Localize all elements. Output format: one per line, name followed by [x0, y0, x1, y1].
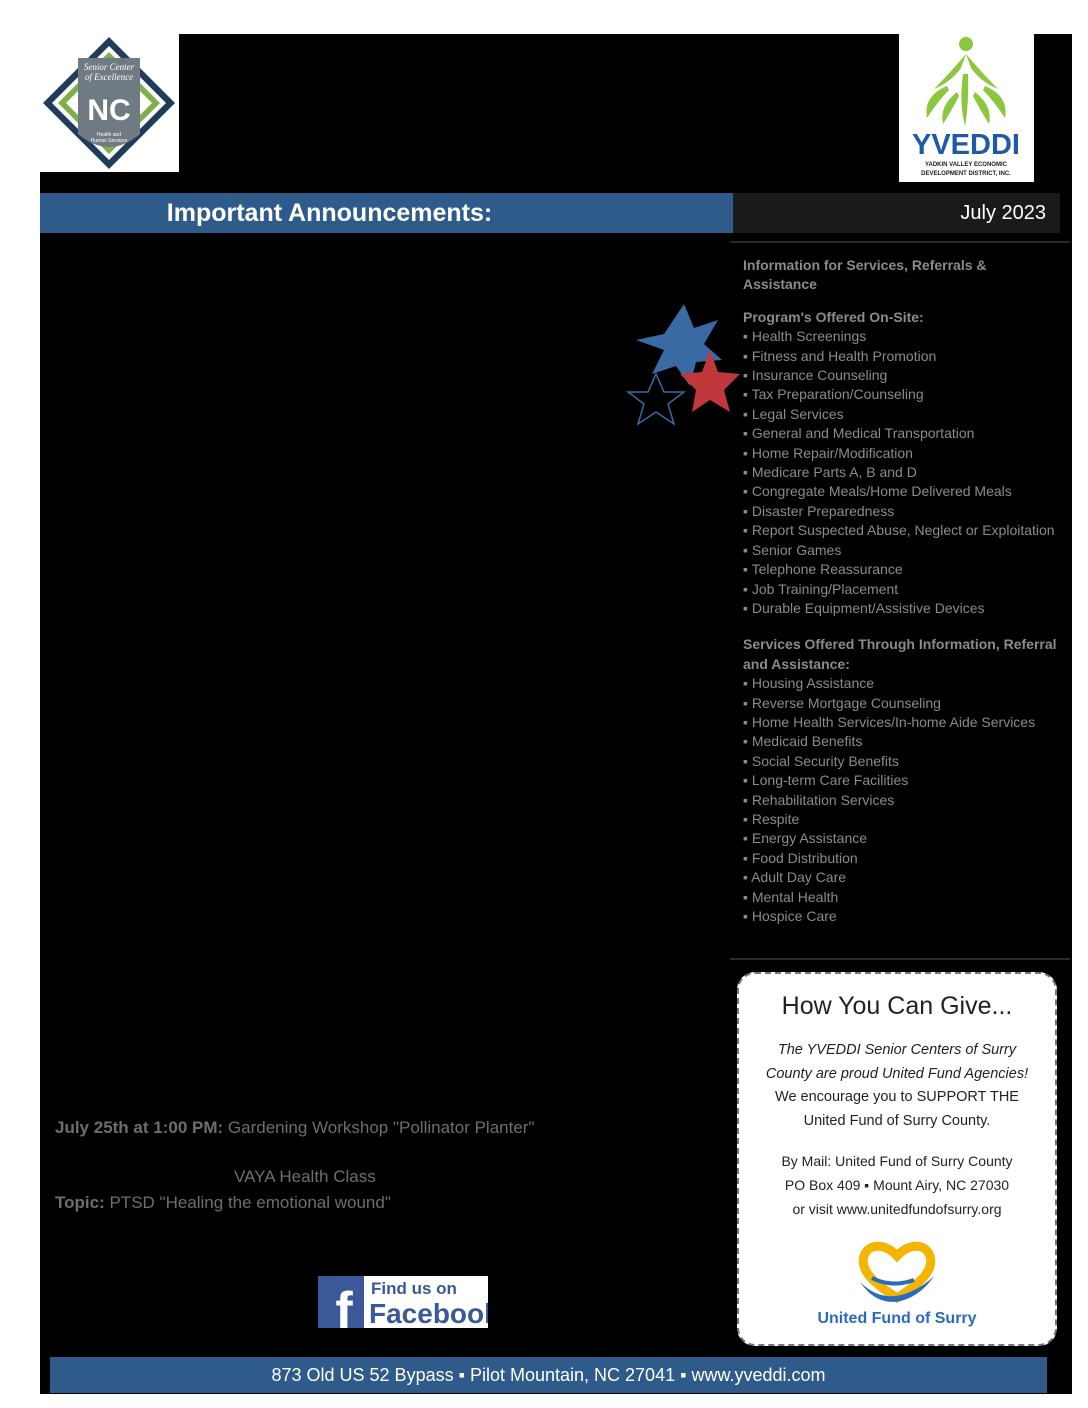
yveddi-logo — [899, 34, 1034, 182]
footer-address: 873 Old US 52 Bypass ▪ Pilot Mountain, NC 27041 ▪ www.yveddi.com — [271, 1364, 826, 1385]
svg-text:YVEDDI: YVEDDI — [912, 129, 1020, 161]
mail-line: PO Box 409 ▪ Mount Airy, NC 27030 — [784, 1177, 1010, 1193]
newsletter-date: July 2023 — [960, 201, 1046, 224]
list-item: ▪ Insurance Counseling — [743, 366, 1063, 385]
services-sidebar — [743, 256, 1063, 926]
list-item: ▪ Mental Health — [743, 888, 1063, 907]
list-item: ▪ Job Training/Placement — [743, 580, 1063, 599]
onsite-heading: Program's Offered On-Site: — [743, 308, 924, 325]
list-item: ▪ Reverse Mortgage Counseling — [743, 694, 1063, 713]
event-vaya-topic — [55, 1193, 391, 1213]
give-intro — [739, 1039, 1055, 1133]
event-gardening-workshop — [55, 1118, 535, 1138]
svg-text:Health and: Health and — [96, 132, 122, 138]
outline-star-icon — [628, 374, 684, 424]
list-item: ▪ Food Distribution — [743, 849, 1063, 868]
announcements-header — [40, 193, 733, 233]
give-intro-line: United Fund of Surry County. — [803, 1112, 991, 1129]
nc-letters: NC — [87, 94, 131, 127]
topic-text: PTSD "Healing the emotional wound" — [109, 1193, 391, 1212]
topic-label: Topic: — [55, 1193, 105, 1212]
list-item: ▪ Long-term Care Facilities — [743, 771, 1063, 790]
list-item: ▪ Telephone Reassurance — [743, 560, 1063, 579]
mail-line[interactable]: or visit www.unitedfundofsurry.org — [792, 1201, 1002, 1217]
give-mail-info — [739, 1149, 1055, 1221]
announcements-title: Important Announcements: — [166, 198, 493, 227]
find-us-on-facebook-link[interactable] — [318, 1276, 488, 1328]
list-item: ▪ General and Medical Transportation — [743, 424, 1063, 443]
sidebar-intro: Information for Services, Referrals & Assistance — [743, 257, 987, 293]
facebook-icon: f — [335, 1282, 353, 1328]
list-item: ▪ Congregate Meals/Home Delivered Meals — [743, 482, 1063, 501]
list-item: ▪ Fitness and Health Promotion — [743, 347, 1063, 366]
give-intro-line: We encourage you to SUPPORT THE — [775, 1089, 1019, 1105]
facebook-line1: Find us on — [371, 1279, 457, 1298]
give-intro-line: The YVEDDI Senior Centers of Surry — [777, 1042, 1017, 1058]
svg-text:Human Services: Human Services — [90, 138, 128, 144]
event-text: Gardening Workshop "Pollinator Planter" — [227, 1118, 535, 1137]
united-fund-heart-icon — [852, 1238, 942, 1315]
facebook-line2: Facebook — [369, 1298, 488, 1328]
list-item: ▪ Housing Assistance — [743, 674, 1063, 693]
event-vaya-title: VAYA Health Class — [234, 1167, 376, 1186]
footer-address-bar — [50, 1357, 1047, 1393]
list-item: ▪ Hospice Care — [743, 907, 1063, 926]
referral-list — [743, 674, 1063, 926]
how-you-can-give-box — [737, 972, 1057, 1346]
list-item: ▪ Health Screenings — [743, 327, 1063, 346]
referral-heading: Services Offered Through Information, Referral and Assistance: — [743, 636, 1057, 672]
mail-line: By Mail: United Fund of Surry County — [781, 1153, 1013, 1169]
svg-text:Senior Center: Senior Center — [83, 62, 135, 72]
stars-decoration — [618, 300, 748, 450]
list-item: ▪ Rehabilitation Services — [743, 791, 1063, 810]
give-title: How You Can Give... — [781, 992, 1013, 1020]
list-item: ▪ Disaster Preparedness — [743, 502, 1063, 521]
svg-text:DEVELOPMENT DISTRICT, INC.: DEVELOPMENT DISTRICT, INC. — [921, 171, 1011, 177]
svg-text:YADKIN VALLEY ECONOMIC: YADKIN VALLEY ECONOMIC — [925, 162, 1007, 168]
list-item: ▪ Social Security Benefits — [743, 752, 1063, 771]
nc-senior-center-logo — [40, 34, 179, 172]
list-item: ▪ Report Suspected Abuse, Neglect or Exploitation — [743, 521, 1063, 540]
sidebar-divider-top — [730, 241, 1070, 243]
united-fund-label: United Fund of Surry — [817, 1310, 977, 1327]
list-item: ▪ Adult Day Care — [743, 868, 1063, 887]
sidebar-divider-bottom — [730, 958, 1070, 960]
give-intro-line: County are proud United Fund Agencies! — [765, 1065, 1029, 1082]
list-item: ▪ Tax Preparation/Counseling — [743, 385, 1063, 404]
list-item: ▪ Home Repair/Modification — [743, 444, 1063, 463]
event-date: July 25th at 1:00 PM: — [55, 1118, 224, 1137]
list-item: ▪ Home Health Services/In-home Aide Services — [743, 713, 1063, 732]
list-item: ▪ Respite — [743, 810, 1063, 829]
onsite-list — [743, 327, 1063, 618]
svg-text:of Excellence: of Excellence — [84, 72, 134, 82]
newsletter-date-box — [733, 193, 1060, 233]
list-item: ▪ Legal Services — [743, 405, 1063, 424]
list-item: ▪ Senior Games — [743, 541, 1063, 560]
list-item: ▪ Durable Equipment/Assistive Devices — [743, 599, 1063, 618]
list-item: ▪ Medicare Parts A, B and D — [743, 463, 1063, 482]
list-item: ▪ Medicaid Benefits — [743, 732, 1063, 751]
list-item: ▪ Energy Assistance — [743, 829, 1063, 848]
